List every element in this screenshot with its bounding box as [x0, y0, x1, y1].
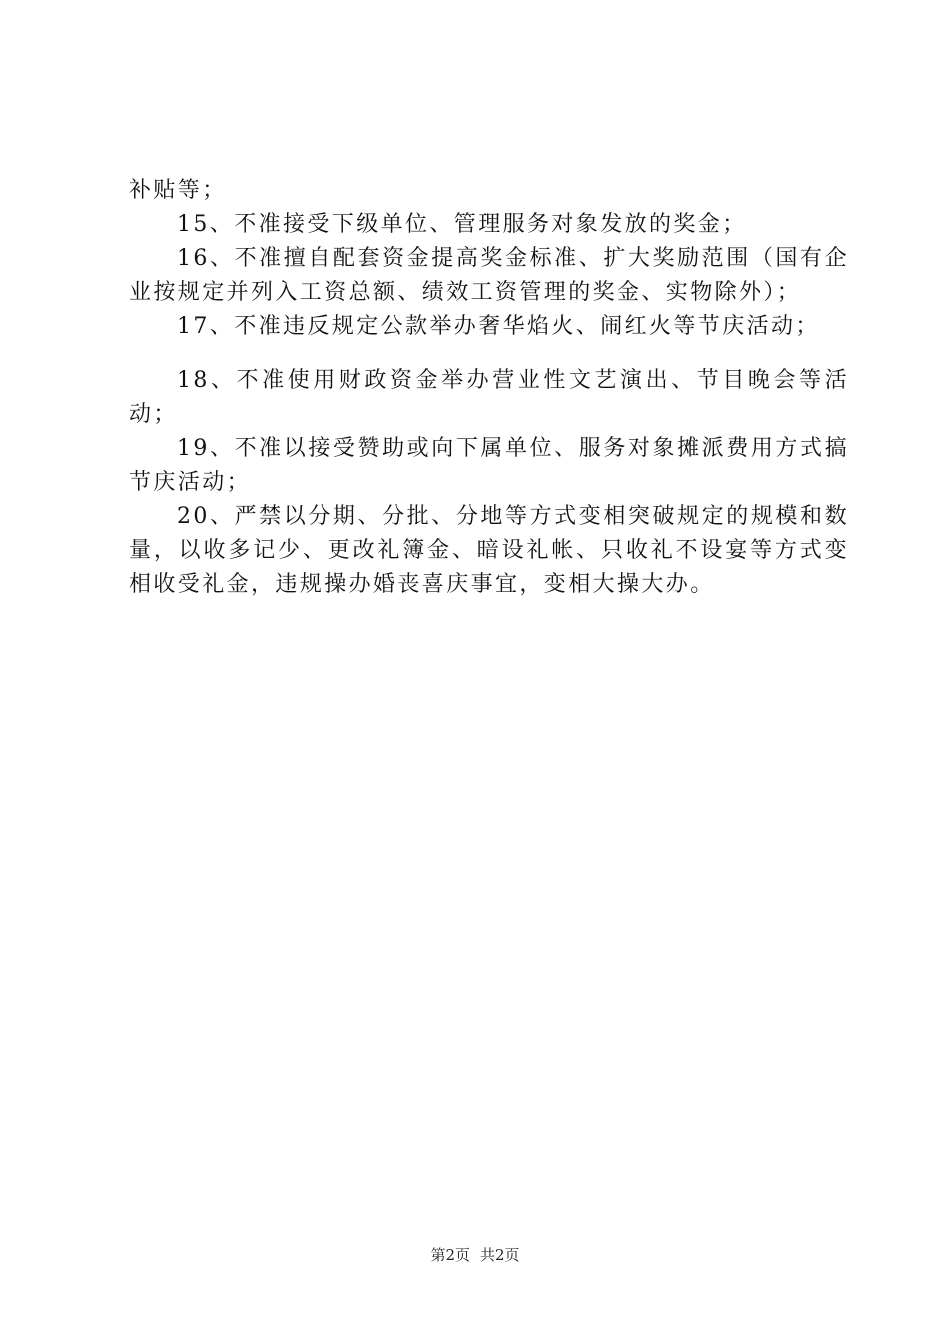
paragraph-20: 20、严禁以分期、分批、分地等方式变相突破规定的规模和数量，以收多记少、更改礼簿金、暗设礼帐、只收礼不设宴等方式变相收受礼金，违规操办婚丧喜庆事宜，变相大操大办。	[129, 504, 849, 597]
page-footer	[0, 1245, 950, 1265]
page-number: 第2页	[430, 1246, 470, 1264]
paragraph-continued: 补贴等；	[129, 178, 227, 203]
document-body	[129, 174, 849, 602]
paragraph-15: 15、不准接受下级单位、管理服务对象发放的奖金；	[177, 212, 747, 237]
paragraph-17: 17、不准违反规定公款举办奢华焰火、闹红火等节庆活动；	[177, 314, 820, 339]
paragraph-18: 18、不准使用财政资金举办营业性文艺演出、节目晚会等活动；	[129, 368, 849, 427]
page-total: 共2页	[480, 1246, 520, 1264]
paragraph-19: 19、不准以接受赞助或向下属单位、服务对象摊派费用方式搞节庆活动；	[129, 436, 849, 495]
paragraph-16: 16、不准擅自配套资金提高奖金标准、扩大奖励范围（国有企业按规定并列入工资总额、绩效工资管理的奖金、实物除外）；	[129, 246, 849, 305]
